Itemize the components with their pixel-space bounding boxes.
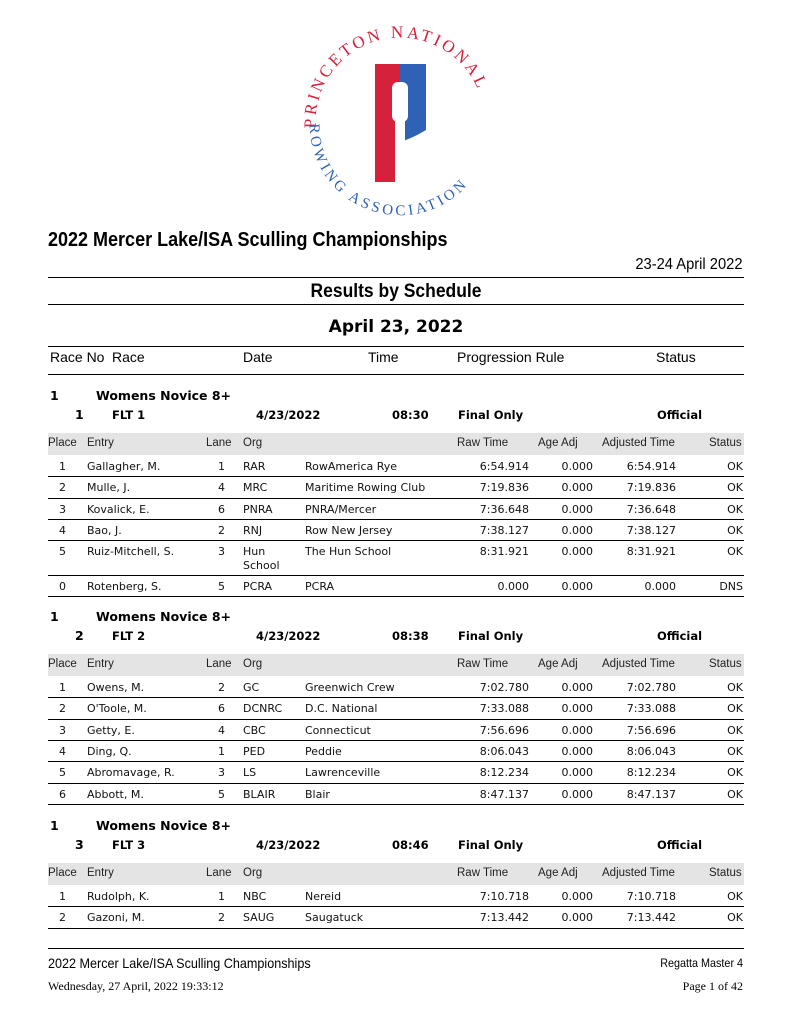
footer-software: Regatta Master 4 — [660, 956, 743, 970]
result-org-name: Row New Jersey — [305, 523, 393, 537]
header-age-adj: Age Adj — [538, 867, 578, 879]
header-entry: Entry — [87, 867, 114, 879]
result-adjusted-time: 7:13.442 — [626, 911, 676, 925]
divider — [48, 374, 744, 375]
result-lane: 3 — [218, 766, 225, 780]
result-place: 1 — [59, 681, 66, 694]
result-age-adj: 0.000 — [561, 702, 593, 716]
race-number: 2 — [75, 628, 84, 643]
result-age-adj: 0.000 — [561, 911, 593, 925]
header-place: Place — [48, 658, 77, 670]
race-date: 4/23/2022 — [256, 408, 321, 422]
result-lane: 1 — [218, 744, 225, 758]
row-divider — [48, 906, 744, 907]
result-lane: 4 — [218, 723, 225, 737]
result-org-name: Connecticut — [305, 723, 371, 737]
result-place: 6 — [59, 787, 66, 801]
row-divider — [48, 575, 744, 576]
report-subtitle: Results by Schedule — [310, 281, 482, 302]
divider — [48, 277, 744, 278]
result-status: OK — [727, 545, 743, 559]
header-age-adj: Age Adj — [538, 437, 578, 449]
result-status: OK — [727, 723, 743, 737]
result-lane: 3 — [218, 545, 225, 559]
result-raw-time: 7:36.648 — [479, 502, 529, 516]
result-lane: 6 — [218, 502, 225, 516]
result-org-name: D.C. National — [305, 702, 378, 716]
result-org: RAR — [243, 460, 266, 473]
result-place: 5 — [59, 766, 66, 780]
result-adjusted-time: 8:47.137 — [626, 787, 676, 801]
result-place: 1 — [59, 460, 66, 473]
header-adjusted-time: Adjusted Time — [602, 867, 675, 879]
result-raw-time: 7:56.696 — [479, 723, 529, 737]
result-org-name: Saugatuck — [305, 911, 364, 925]
result-org-name: Blair — [305, 787, 330, 801]
event-name: Womens Novice 8+ — [96, 609, 232, 624]
result-place: 0 — [59, 579, 66, 593]
result-lane: 4 — [218, 481, 225, 495]
result-entry: O'Toole, M. — [87, 702, 147, 716]
date-range: 23-24 April 2022 — [635, 256, 743, 273]
row-divider — [48, 697, 744, 698]
header-status: Status — [709, 867, 742, 879]
result-raw-time: 8:31.921 — [479, 545, 529, 559]
result-org: PCRA — [243, 579, 273, 593]
result-org: Hun — [243, 545, 266, 559]
result-age-adj: 0.000 — [561, 460, 593, 473]
result-age-adj: 0.000 — [561, 744, 593, 758]
result-lane: 2 — [218, 681, 225, 694]
row-divider — [48, 783, 744, 784]
result-adjusted-time: 7:36.648 — [626, 502, 676, 516]
row-divider — [48, 519, 744, 520]
progression-rule: Final Only — [458, 838, 524, 852]
svg-text:ROWING ASSOCIATION: ROWING ASSOCIATION — [305, 123, 472, 220]
event-name: Womens Novice 8+ — [96, 818, 232, 833]
result-entry: Rotenberg, S. — [87, 579, 162, 593]
footer-printed-date: Wednesday, 27 April, 2022 19:33:12 — [48, 979, 224, 993]
flight-label: FLT 3 — [112, 838, 146, 852]
col-progression: Progression Rule — [457, 349, 565, 365]
result-raw-time: 7:38.127 — [479, 523, 529, 537]
header-age-adj: Age Adj — [538, 658, 578, 670]
row-divider — [48, 740, 744, 741]
race-date: 4/23/2022 — [256, 838, 321, 852]
result-lane: 2 — [218, 523, 225, 537]
result-status: OK — [727, 702, 743, 716]
result-raw-time: 7:10.718 — [479, 890, 529, 903]
result-org-name: PNRA/Mercer — [305, 502, 377, 516]
result-place: 2 — [59, 702, 66, 716]
result-org: RNJ — [243, 523, 263, 537]
result-raw-time: 7:19.836 — [479, 481, 529, 495]
col-time: Time — [368, 349, 399, 365]
header-org: Org — [243, 437, 263, 449]
result-entry: Abbott, M. — [87, 787, 144, 801]
header-entry: Entry — [87, 658, 114, 670]
result-adjusted-time: 7:02.780 — [626, 681, 676, 694]
footer-divider — [48, 948, 744, 949]
result-place: 3 — [59, 502, 66, 516]
result-raw-time: 7:13.442 — [479, 911, 529, 925]
result-raw-time: 7:02.780 — [479, 681, 529, 694]
day-heading: April 23, 2022 — [328, 317, 464, 337]
header-raw-time: Raw Time — [457, 658, 509, 670]
result-age-adj: 0.000 — [561, 523, 593, 537]
divider — [48, 346, 744, 347]
result-age-adj: 0.000 — [561, 579, 593, 593]
result-status: OK — [727, 502, 743, 516]
row-divider — [48, 498, 744, 499]
result-status: OK — [727, 523, 743, 537]
result-place: 4 — [59, 744, 66, 758]
row-divider — [48, 540, 744, 541]
header-lane: Lane — [206, 437, 232, 449]
page-title: 2022 Mercer Lake/ISA Sculling Championships — [48, 229, 448, 251]
page-number: Page 1 of 42 — [682, 979, 743, 993]
flight-label: FLT 1 — [112, 408, 146, 422]
race-status: Official — [657, 838, 703, 852]
result-adjusted-time: 8:31.921 — [626, 545, 676, 559]
result-raw-time: 0.000 — [497, 579, 529, 593]
result-org-name: The Hun School — [305, 545, 392, 559]
result-org-name: RowAmerica Rye — [305, 460, 398, 473]
header-adjusted-time: Adjusted Time — [602, 658, 675, 670]
result-status: OK — [727, 681, 743, 694]
progression-rule: Final Only — [458, 629, 524, 643]
race-date: 4/23/2022 — [256, 629, 321, 643]
col-race: Race — [112, 349, 145, 365]
result-age-adj: 0.000 — [561, 681, 593, 694]
result-entry: Owens, M. — [87, 681, 145, 694]
result-org: GC — [243, 681, 260, 694]
result-status: OK — [727, 766, 743, 780]
result-org-line2: School — [243, 559, 280, 573]
result-adjusted-time: 6:54.914 — [626, 460, 676, 473]
result-status: OK — [727, 911, 743, 925]
race-time: 08:30 — [392, 408, 429, 422]
result-adjusted-time: 7:38.127 — [626, 523, 676, 537]
event-number: 1 — [50, 609, 59, 624]
race-time: 08:46 — [392, 838, 429, 852]
event-number: 1 — [50, 388, 59, 403]
result-org: LS — [243, 766, 257, 780]
row-divider — [48, 928, 744, 929]
result-adjusted-time: 0.000 — [644, 579, 676, 593]
race-status: Official — [657, 408, 703, 422]
row-divider — [48, 476, 744, 477]
header-lane: Lane — [206, 658, 232, 670]
result-status: OK — [727, 890, 743, 903]
result-age-adj: 0.000 — [561, 545, 593, 559]
result-org: PNRA — [243, 502, 273, 516]
result-age-adj: 0.000 — [561, 481, 593, 495]
result-entry: Getty, E. — [87, 723, 135, 737]
result-org: CBC — [243, 723, 266, 737]
result-entry: Mulle, J. — [87, 481, 131, 495]
race-number: 3 — [75, 837, 84, 852]
header-lane: Lane — [206, 867, 232, 879]
result-org: MRC — [243, 481, 268, 495]
footer-title: 2022 Mercer Lake/ISA Sculling Championships — [48, 955, 311, 971]
result-lane: 1 — [218, 460, 225, 473]
progression-rule: Final Only — [458, 408, 524, 422]
result-age-adj: 0.000 — [561, 890, 593, 903]
header-raw-time: Raw Time — [457, 437, 509, 449]
result-raw-time: 8:06.043 — [479, 744, 529, 758]
header-org: Org — [243, 658, 263, 670]
race-number: 1 — [75, 407, 84, 422]
result-lane: 6 — [218, 702, 225, 716]
result-org: SAUG — [243, 911, 275, 925]
result-entry: Ding, Q. — [87, 744, 132, 758]
result-entry: Gallagher, M. — [87, 460, 161, 473]
divider — [48, 304, 744, 305]
result-entry: Bao, J. — [87, 523, 122, 537]
result-lane: 5 — [218, 787, 225, 801]
result-status: OK — [727, 460, 743, 473]
result-lane: 2 — [218, 911, 225, 925]
race-time: 08:38 — [392, 629, 429, 643]
col-race-no: Race No — [50, 349, 105, 365]
result-raw-time: 7:33.088 — [479, 702, 529, 716]
result-place: 4 — [59, 523, 66, 537]
result-entry: Gazoni, M. — [87, 911, 145, 925]
header-entry: Entry — [87, 437, 114, 449]
result-adjusted-time: 7:10.718 — [626, 890, 676, 903]
result-place: 3 — [59, 723, 66, 737]
result-entry: Kovalick, E. — [87, 502, 150, 516]
row-divider — [48, 596, 744, 597]
result-place: 2 — [59, 481, 66, 495]
header-status: Status — [709, 437, 742, 449]
flight-label: FLT 2 — [112, 629, 146, 643]
result-adjusted-time: 7:19.836 — [626, 481, 676, 495]
result-org: DCNRC — [243, 702, 283, 716]
result-lane: 5 — [218, 579, 225, 593]
row-divider — [48, 761, 744, 762]
result-entry: Ruiz-Mitchell, S. — [87, 545, 175, 559]
header-raw-time: Raw Time — [457, 867, 509, 879]
result-age-adj: 0.000 — [561, 766, 593, 780]
event-name: Womens Novice 8+ — [96, 388, 232, 403]
result-age-adj: 0.000 — [561, 787, 593, 801]
result-status: DNS — [719, 579, 743, 593]
header-place: Place — [48, 437, 77, 449]
row-divider — [48, 804, 744, 805]
result-org-name: Greenwich Crew — [305, 681, 395, 694]
result-place: 5 — [59, 545, 66, 559]
result-org-name: Lawrenceville — [305, 766, 381, 780]
header-org: Org — [243, 867, 263, 879]
result-age-adj: 0.000 — [561, 723, 593, 737]
result-raw-time: 6:54.914 — [479, 460, 529, 473]
result-org-name: PCRA — [305, 579, 335, 593]
col-status: Status — [656, 349, 696, 365]
result-raw-time: 8:12.234 — [479, 766, 529, 780]
event-number: 1 — [50, 818, 59, 833]
result-org: PED — [243, 744, 266, 758]
result-status: OK — [727, 481, 743, 495]
col-date: Date — [243, 349, 273, 365]
result-org: BLAIR — [243, 787, 276, 801]
result-raw-time: 8:47.137 — [479, 787, 529, 801]
result-place: 2 — [59, 911, 66, 925]
header-adjusted-time: Adjusted Time — [602, 437, 675, 449]
result-status: OK — [727, 787, 743, 801]
result-org-name: Maritime Rowing Club — [305, 481, 426, 495]
result-adjusted-time: 8:06.043 — [626, 744, 676, 758]
result-adjusted-time: 7:56.696 — [626, 723, 676, 737]
result-adjusted-time: 8:12.234 — [626, 766, 676, 780]
result-lane: 1 — [218, 890, 225, 903]
svg-text:PRINCETON NATIONAL: PRINCETON NATIONAL — [300, 22, 493, 129]
result-adjusted-time: 7:33.088 — [626, 702, 676, 716]
race-status: Official — [657, 629, 703, 643]
result-status: OK — [727, 744, 743, 758]
result-place: 1 — [59, 890, 66, 903]
result-age-adj: 0.000 — [561, 502, 593, 516]
pnra-logo — [298, 22, 498, 222]
result-org-name: Peddie — [305, 744, 342, 758]
result-org-name: Nereid — [305, 890, 342, 903]
result-entry: Abromavage, R. — [87, 766, 175, 780]
result-org: NBC — [243, 890, 267, 903]
row-divider — [48, 719, 744, 720]
result-entry: Rudolph, K. — [87, 890, 150, 903]
header-status: Status — [709, 658, 742, 670]
header-place: Place — [48, 867, 77, 879]
